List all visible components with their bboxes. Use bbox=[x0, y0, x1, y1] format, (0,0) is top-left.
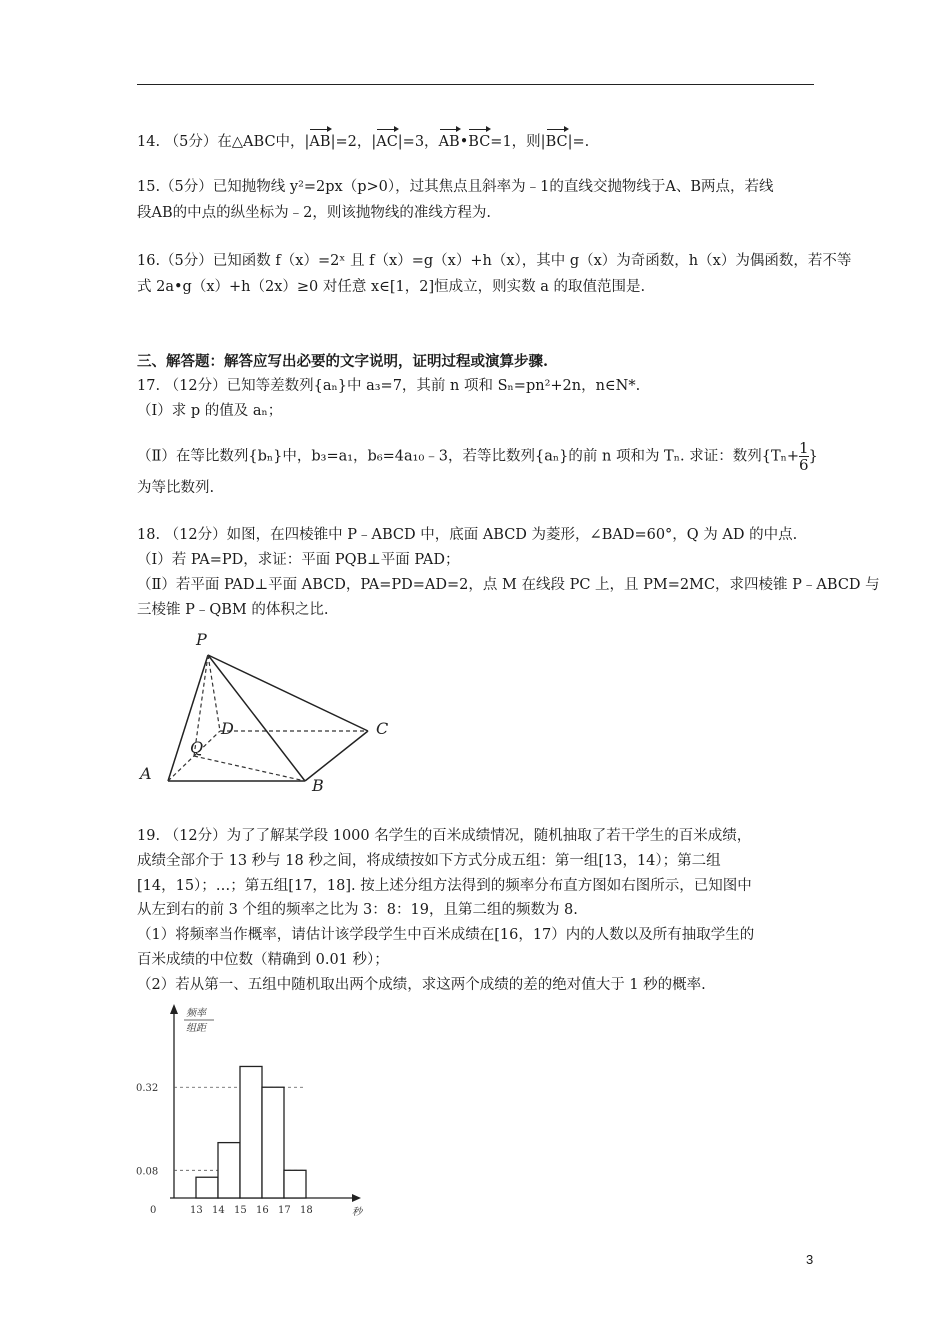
question-19-line-3: [14，15）；…；第五组[17，18]. 按上述分组方法得到的频率分布直方图如右图所示，已知图中 bbox=[137, 878, 752, 894]
x-tick-label: 13 bbox=[190, 1205, 203, 1216]
label-d: D bbox=[221, 719, 234, 738]
x-tick-label: 17 bbox=[278, 1205, 291, 1216]
page-number: 3 bbox=[806, 1252, 814, 1267]
fraction: $\frac{1}{6}$ bbox=[799, 439, 809, 474]
x-tick-label: 14 bbox=[212, 1205, 225, 1216]
histogram-bar bbox=[196, 1177, 218, 1198]
label-c: C bbox=[376, 719, 389, 738]
question-19-line-4: 从左到右的前 3 个组的频率之比为 3：8：19，且第二组的频数为 8. bbox=[137, 902, 578, 918]
vector-bc: BC bbox=[468, 126, 490, 152]
question-18-line-1: 18. （12分）如图，在四棱锥中 P﹣ABCD 中，底面 ABCD 为菱形，∠BAD=60°，Q 为 AD 的中点. bbox=[137, 527, 798, 543]
question-16-line-2: 式 2a•g（x）+h（2x）≥0 对任意 x∈[1，2]恒成立，则实数 a 的取值范围是. bbox=[137, 279, 646, 295]
question-19-line-7: （2）若从第一、五组中随机取出两个成绩，求这两个成绩的差的绝对值大于 1 秒的概率. bbox=[137, 977, 706, 993]
vector-ac: AC bbox=[376, 126, 398, 152]
y-tick-label: 0.08 bbox=[136, 1166, 159, 1178]
x-axis-arrow bbox=[352, 1194, 361, 1202]
xlabel: 秒 bbox=[352, 1207, 362, 1218]
histogram-bar bbox=[284, 1170, 306, 1198]
vector-bc: BC bbox=[546, 126, 568, 152]
histogram-bar bbox=[240, 1066, 262, 1198]
vector-ab: AB bbox=[309, 126, 330, 152]
label-a: A bbox=[140, 764, 152, 783]
y-tick-label: 0.32 bbox=[136, 1083, 159, 1095]
origin-label: 0 bbox=[150, 1205, 157, 1216]
histogram-bar bbox=[218, 1143, 240, 1198]
question-19-line-1: 19. （12分）为了了解某学段 1000 名学生的百米成绩情况，随机抽取了若干学生的百米成绩， bbox=[137, 828, 752, 844]
header-rule bbox=[137, 84, 814, 85]
question-17-line-3: （Ⅱ）在等比数列{bₙ}中，b₃=a₁，b₆=4a₁₀﹣3，若等比数列{aₙ}的前 n 项和为 Tₙ. 求证：数列{Tₙ+ $\frac{1}{6}$ } bbox=[137, 439, 818, 474]
question-15-line-1: 15.（5分）已知抛物线 y²=2px（p>0），过其焦点且斜率为﹣1的直线交抛物线于A、B两点，若线 bbox=[137, 179, 774, 195]
histogram-bar bbox=[262, 1087, 284, 1198]
question-18-line-2: （I）若 PA=PD，求证：平面 PQB⊥平面 PAD； bbox=[137, 552, 460, 568]
question-17-line-4: 为等比数列. bbox=[137, 480, 215, 496]
label-q: Q bbox=[190, 738, 204, 757]
question-17-line-1: 17. （12分）已知等差数列{aₙ}中 a₃=7，其前 n 项和 Sₙ=pn²+2n，n∈N*. bbox=[137, 378, 641, 394]
question-14: 14. （5分）在△ABC中，|AB|=2，|AC|=3，AB•BC=1，则|BC|=. bbox=[137, 126, 589, 152]
question-19-line-2: 成绩全部介于 13 秒与 18 秒之间，将成绩按如下方式分成五组：第一组[13，14）；第二组 bbox=[137, 853, 721, 869]
section-heading: 三、解答题：解答应写出必要的文字说明，证明过程或演算步骤. bbox=[137, 353, 549, 370]
y-axis-arrow bbox=[170, 1004, 178, 1014]
question-18-line-4: 三棱锥 P﹣QBM 的体积之比. bbox=[137, 602, 329, 618]
question-17-line-2: （Ⅰ）求 p 的值及 aₙ； bbox=[137, 403, 283, 419]
label-b: B bbox=[312, 776, 324, 795]
question-18-line-3: （Ⅱ）若平面 PAD⊥平面 ABCD，PA=PD=AD=2，点 M 在线段 PC 上，且 PM=2MC，求四棱锥 P﹣ABCD 与 bbox=[137, 577, 880, 593]
frequency-histogram bbox=[130, 1000, 380, 1225]
question-16-line-1: 16.（5分）已知函数 f（x）=2ˣ 且 f（x）=g（x）+h（x），其中 g（x）为奇函数，h（x）为偶函数，若不等 bbox=[137, 253, 852, 269]
label-p: P bbox=[196, 630, 207, 649]
vector-ab: AB bbox=[439, 126, 460, 152]
question-19-line-5: （1）将频率当作概率，请估计该学段学生中百米成绩在[16，17）内的人数以及所有抽取学生的 bbox=[137, 927, 755, 943]
ylabel-denominator: 组距 bbox=[186, 1023, 206, 1034]
ylabel-numerator: 频率 bbox=[186, 1008, 206, 1019]
x-tick-label: 16 bbox=[256, 1205, 269, 1216]
x-tick-label: 15 bbox=[234, 1205, 247, 1216]
question-19-line-6: 百米成绩的中位数（精确到 0.01 秒）； bbox=[137, 952, 389, 968]
pyramid-figure bbox=[130, 625, 410, 800]
x-tick-label: 18 bbox=[300, 1205, 313, 1216]
question-15-line-2: 段AB的中点的纵坐标为﹣2，则该抛物线的准线方程为. bbox=[137, 205, 491, 221]
